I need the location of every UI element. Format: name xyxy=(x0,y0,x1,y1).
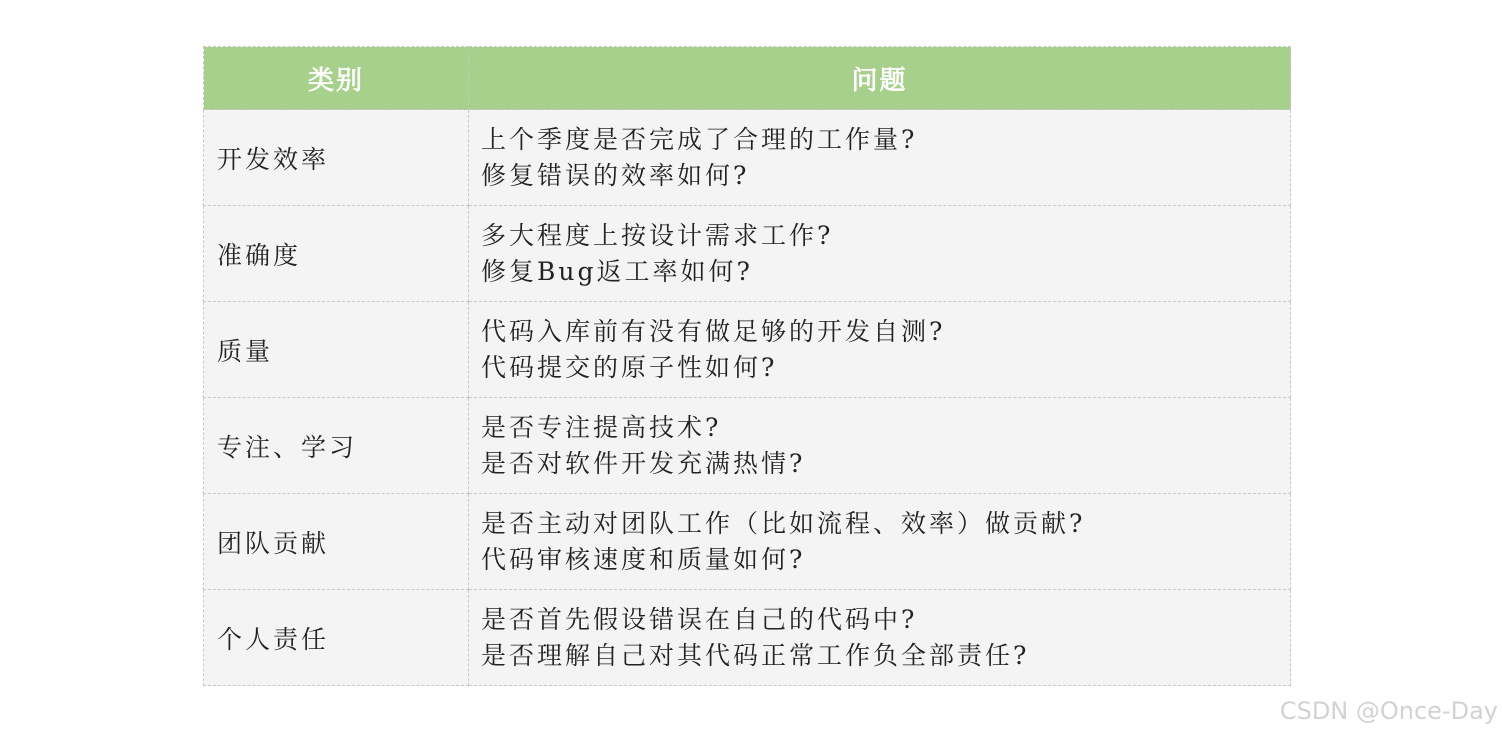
category-cell: 团队贡献 xyxy=(204,494,469,590)
category-cell: 开发效率 xyxy=(204,110,469,206)
question-line: 修复Bug返工率如何? xyxy=(481,256,753,286)
question-cell xyxy=(469,110,1291,206)
header-question: 问题 xyxy=(469,47,1291,110)
question-cell xyxy=(469,398,1291,494)
table-header-row xyxy=(204,47,1291,110)
question-line: 上个季度是否完成了合理的工作量? xyxy=(481,124,918,154)
question-line: 多大程度上按设计需求工作? xyxy=(481,220,834,250)
question-cell xyxy=(469,206,1291,302)
category-cell: 质量 xyxy=(204,302,469,398)
review-table-container xyxy=(203,46,1290,686)
question-line: 是否专注提高技术? xyxy=(481,412,722,442)
question-line: 是否对软件开发充满热情? xyxy=(481,448,806,478)
question-cell xyxy=(469,302,1291,398)
review-table xyxy=(203,46,1291,686)
table-row xyxy=(204,206,1291,302)
table-row xyxy=(204,590,1291,686)
header-category: 类别 xyxy=(204,47,469,110)
question-line: 代码入库前有没有做足够的开发自测? xyxy=(481,316,946,346)
table-row xyxy=(204,494,1291,590)
watermark: CSDN @Once-Day xyxy=(1279,697,1498,725)
table-row xyxy=(204,302,1291,398)
category-cell: 个人责任 xyxy=(204,590,469,686)
question-line: 是否理解自己对其代码正常工作负全部责任? xyxy=(481,640,1030,670)
question-line: 是否主动对团队工作（比如流程、效率）做贡献? xyxy=(481,508,1086,538)
question-line: 修复错误的效率如何? xyxy=(481,160,750,190)
question-cell xyxy=(469,590,1291,686)
question-line: 是否首先假设错误在自己的代码中? xyxy=(481,604,918,634)
question-cell xyxy=(469,494,1291,590)
question-line: 代码提交的原子性如何? xyxy=(481,352,778,382)
table-row xyxy=(204,398,1291,494)
table-row xyxy=(204,110,1291,206)
category-cell: 专注、学习 xyxy=(204,398,469,494)
question-line: 代码审核速度和质量如何? xyxy=(481,544,806,574)
category-cell: 准确度 xyxy=(204,206,469,302)
